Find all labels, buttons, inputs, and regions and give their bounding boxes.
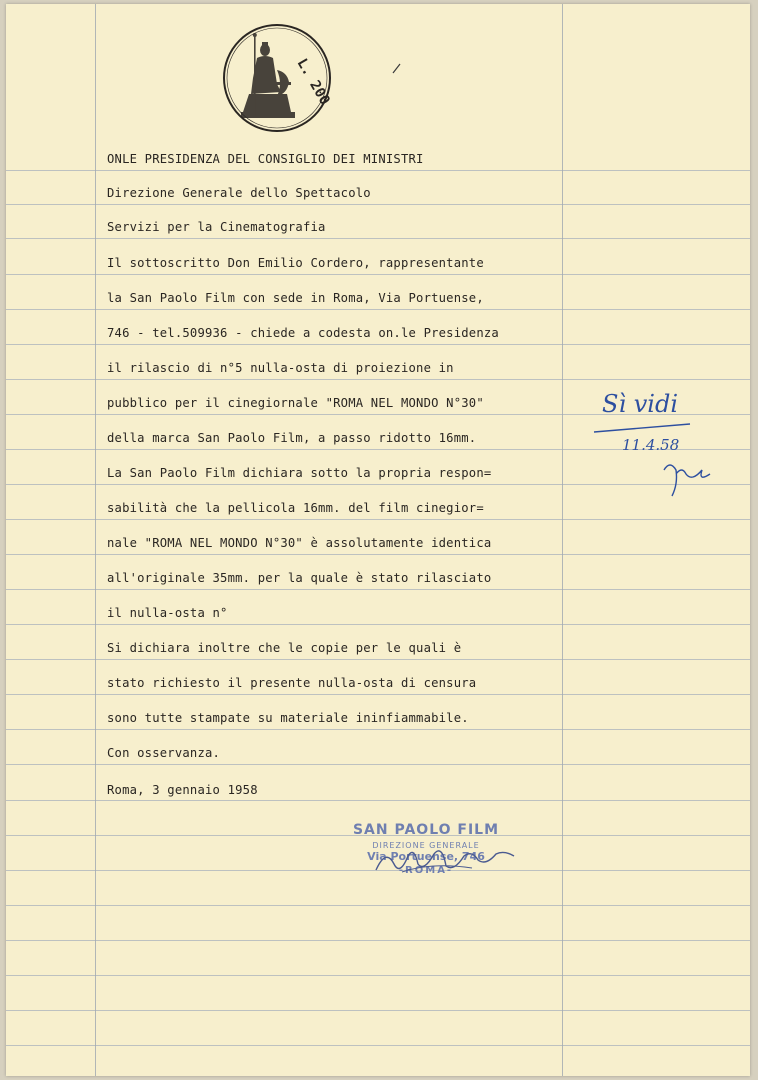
- handwritten-signature: [372, 842, 522, 878]
- body-line: la San Paolo Film con sede in Roma, Via Portuense,: [107, 291, 484, 305]
- ruled-line: [6, 1010, 750, 1011]
- body-line: Con osservanza.: [107, 746, 221, 760]
- revenue-stamp-seal-icon: [221, 22, 333, 134]
- body-line: pubblico per il cinegiornale "ROMA NEL MONDO N°30": [107, 396, 484, 410]
- body-line: Si dichiara inoltre che le copie per le quali è: [107, 641, 462, 655]
- ruled-line: [6, 624, 750, 625]
- ruled-line: [6, 659, 750, 660]
- company-stamp-name: SAN PAOLO FILM: [352, 822, 500, 838]
- ruled-line: [6, 170, 750, 171]
- header-line-3: Servizi per la Cinematografia: [107, 220, 326, 234]
- ruled-line: [6, 204, 750, 205]
- margin-note: [586, 374, 716, 508]
- ruled-line: [6, 309, 750, 310]
- company-stamp-department: DIREZIONE GENERALE: [372, 841, 480, 850]
- ruled-line: [6, 238, 750, 239]
- ruled-line: [6, 729, 750, 730]
- margin-note-word: Sì vidi: [602, 390, 679, 418]
- ruled-line: [6, 800, 750, 801]
- header-line-1: ONLE PRESIDENZA DEL CONSIGLIO DEI MINISTRI: [107, 152, 424, 166]
- ruled-line: [6, 764, 750, 765]
- ruled-line: [6, 940, 750, 941]
- header-line-2: Direzione Generale dello Spettacolo: [107, 186, 371, 200]
- ruled-line: [6, 519, 750, 520]
- body-line: sabilità che la pellicola 16mm. del film cinegior=: [107, 501, 484, 515]
- document-page: [6, 4, 750, 1076]
- body-line: della marca San Paolo Film, a passo ridotto 16mm.: [107, 431, 477, 445]
- body-line: sono tutte stampate su materiale ininfiammabile.: [107, 711, 469, 725]
- company-stamp-address: Via Portuense, 746: [367, 850, 485, 863]
- ruled-line: [6, 554, 750, 555]
- ruled-line: [6, 274, 750, 275]
- margin-line-right: [562, 4, 563, 1076]
- body-line: il nulla-osta n°: [107, 606, 228, 620]
- ruled-line: [6, 975, 750, 976]
- margin-line-left: [95, 4, 96, 1076]
- margin-note-handwriting: [586, 374, 716, 504]
- body-line: La San Paolo Film dichiara sotto la propria respon=: [107, 466, 492, 480]
- company-stamp-city: -ROMA-: [398, 865, 454, 876]
- body-line: 746 - tel.509936 - chiede a codesta on.le Presidenza: [107, 326, 499, 340]
- ruled-line: [6, 589, 750, 590]
- date-line: Roma, 3 gennaio 1958: [107, 783, 258, 797]
- body-line: stato richiesto il presente nulla-osta di censura: [107, 676, 477, 690]
- ruled-line: [6, 1045, 750, 1046]
- ruled-line: [6, 344, 750, 345]
- body-line: all'originale 35mm. per la quale è stato rilasciato: [107, 571, 492, 585]
- stamp-denomination: L. 200: [293, 56, 333, 108]
- body-line: il rilascio di n°5 nulla-osta di proiezione in: [107, 361, 454, 375]
- body-line: nale "ROMA NEL MONDO N°30" è assolutamente identica: [107, 536, 492, 550]
- pen-mark-icon: [392, 62, 402, 74]
- body-line: Il sottoscritto Don Emilio Cordero, rappresentante: [107, 256, 484, 270]
- ruled-line: [6, 694, 750, 695]
- revenue-stamp: [221, 22, 333, 138]
- margin-note-date: 11.4.58: [622, 436, 680, 454]
- ruled-line: [6, 905, 750, 906]
